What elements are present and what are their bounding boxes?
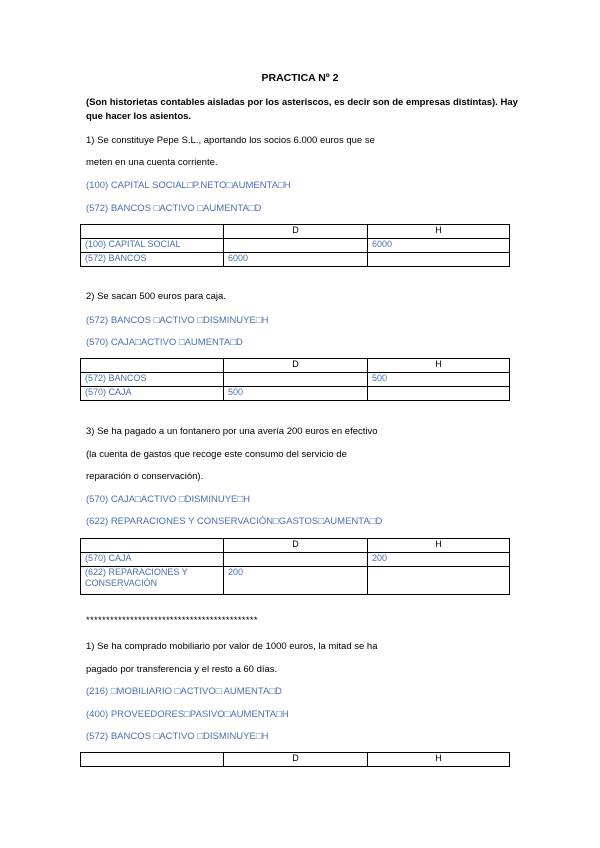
credit-cell <box>368 253 510 267</box>
table-row <box>81 567 510 595</box>
exercise-1-line-1: 1) Se constituye Pepe S.L., aportando los socios 6.000 euros que se <box>86 135 375 146</box>
table-header-account <box>81 539 224 553</box>
table-row <box>81 239 510 253</box>
exercise-4-account-1: (216) □MOBILIARIO □ACTIVO□ AUMENTA□D <box>86 686 282 697</box>
exercise-2-line-1: 2) Se sacan 500 euros para caja. <box>86 291 226 302</box>
account-cell: (622) REPARACIONES Y CONSERVACIÓN <box>81 567 224 595</box>
exercise-4-line-1: 1) Se ha comprado mobiliario por valor de 1000 euros, la mitad se ha <box>86 641 378 652</box>
section-separator: ******************************************* <box>86 615 258 626</box>
table-row <box>81 253 510 267</box>
exercise-3-account-2: (622) REPARACIONES Y CONSERVACIÓN□GASTOS□AUMENTA□D <box>86 516 383 527</box>
debit-cell: 6000 <box>224 253 368 267</box>
table-header-row <box>81 225 510 239</box>
credit-cell <box>368 567 510 595</box>
exercise-2-journal-table <box>80 358 510 401</box>
exercise-1-line-2: meten en una cuenta corriente. <box>86 157 218 168</box>
credit-cell: 500 <box>368 373 510 387</box>
exercise-4-line-2: pagado por transferencia y el resto a 60 días. <box>86 664 278 675</box>
table-header-account <box>81 753 224 767</box>
account-cell: (570) CAJA <box>81 387 224 401</box>
exercise-1-account-1: (100) CAPITAL SOCIAL□P.NETO□AUMENTA□H <box>86 180 291 191</box>
credit-cell: 200 <box>368 553 510 567</box>
page-title: PRACTICA Nº 2 <box>261 72 339 84</box>
table-header-account <box>81 225 224 239</box>
exercise-3-line-2: (la cuenta de gastos que recoge este consumo del servicio de <box>86 449 347 460</box>
table-header-debit: D <box>224 359 368 373</box>
table-header-credit: H <box>368 225 510 239</box>
table-row <box>81 373 510 387</box>
credit-cell <box>368 387 510 401</box>
table-row <box>81 387 510 401</box>
debit-cell: 200 <box>224 567 368 595</box>
table-header-row <box>81 753 510 767</box>
debit-cell <box>224 553 368 567</box>
table-header-credit: H <box>368 539 510 553</box>
intro-line-1: (Son historietas contables aisladas por los asteriscos, es decir son de empresas distintas). Hay <box>86 97 518 108</box>
exercise-1-journal-table <box>80 224 510 267</box>
debit-cell <box>224 239 368 253</box>
account-cell: (572) BANCOS <box>81 253 224 267</box>
exercise-4-journal-table <box>80 752 510 767</box>
exercise-4-account-2: (400) PROVEEDORES□PASIVO□AUMENTA□H <box>86 709 289 720</box>
debit-cell <box>224 373 368 387</box>
account-cell: (570) CAJA <box>81 553 224 567</box>
table-header-debit: D <box>224 753 368 767</box>
exercise-4-account-3: (572) BANCOS □ACTIVO □DISMINUYE□H <box>86 731 269 742</box>
table-header-debit: D <box>224 225 368 239</box>
table-header-debit: D <box>224 539 368 553</box>
exercise-3-line-1: 3) Se ha pagado a un fontanero por una avería 200 euros en efectivo <box>86 426 378 437</box>
debit-cell: 500 <box>224 387 368 401</box>
exercise-1-account-2: (572) BANCOS □ACTIVO □AUMENTA□D <box>86 203 262 214</box>
credit-cell: 6000 <box>368 239 510 253</box>
exercise-3-journal-table <box>80 538 510 595</box>
exercise-2-account-1: (572) BANCOS □ACTIVO □DISMINUYE□H <box>86 315 269 326</box>
exercise-2-account-2: (570) CAJA□ACTIVO □AUMENTA□D <box>86 337 243 348</box>
table-row <box>81 553 510 567</box>
table-header-credit: H <box>368 359 510 373</box>
table-header-row <box>81 359 510 373</box>
exercise-3-account-1: (570) CAJA□ACTIVO □DISMINUYE□H <box>86 494 250 505</box>
account-cell: (100) CAPITAL SOCIAL <box>81 239 224 253</box>
intro-line-2: que hacer los asientos. <box>86 111 192 122</box>
exercise-3-line-3: reparación o conservación). <box>86 471 204 482</box>
table-header-row <box>81 539 510 553</box>
account-cell: (572) BANCOS <box>81 373 224 387</box>
table-header-account <box>81 359 224 373</box>
table-header-credit: H <box>368 753 510 767</box>
